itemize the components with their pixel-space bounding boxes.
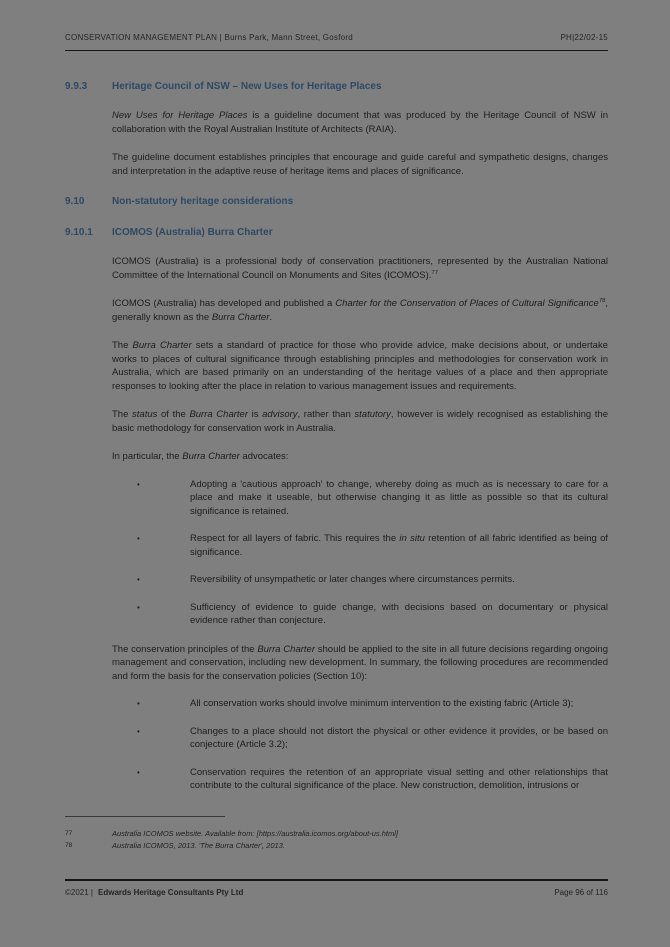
footnote <box>65 840 608 851</box>
bullet-marker: • <box>137 575 140 584</box>
paragraph: The conservation principles of the Burra Charter should be applied to the site in all future decisions regarding ongoing management and conservation, including new development. In summary, the following procedures are recommended and form the basis for the conservation policies (Section 10): <box>112 643 608 682</box>
bullet-marker: • <box>137 602 140 612</box>
bullet-item <box>137 766 608 793</box>
footnote-number: 78 <box>65 842 73 849</box>
page-header <box>65 33 608 42</box>
section-number: 9.10 <box>65 196 85 207</box>
paragraph: The guideline document establishes principles that encourage and guide careful and sympathetic designs, changes and interpretation in the adaptive reuse of heritage items and places of significance. <box>112 152 608 177</box>
company-name: Edwards Heritage Consultants Pty Ltd <box>98 888 244 897</box>
section-number: 9.10.1 <box>65 227 93 238</box>
section-heading-9-10-1 <box>65 226 608 240</box>
bullet-text: Sufficiency of evidence to guide change, with decisions based on documentary or physical evidence rather than conjecture. <box>190 601 608 626</box>
bullet-item <box>137 601 608 628</box>
section-heading-9-9-3 <box>65 80 608 94</box>
bullet-text: Conservation requires the retention of an appropriate visual setting and other relationships that contribute to the cultural significance of the place. New construction, demolition, intrusions or <box>190 766 608 791</box>
footnote-number: 77 <box>65 830 73 837</box>
header-title: CONSERVATION MANAGEMENT PLAN | Burns Park, Mann Street, Gosford <box>65 33 353 42</box>
bullet-text: All conservation works should involve minimum intervention to the existing fabric (Article 3); <box>190 698 574 709</box>
footnote-text: Australia ICOMOS, 2013. 'The Burra Charter', 2013. <box>112 841 285 850</box>
paragraph: New Uses for Heritage Places is a guideline document that was produced by the Heritage Council of NSW in collaboration with the Royal Australian Institute of Architects (RAIA). <box>112 110 609 135</box>
paragraph: ICOMOS (Australia) is a professional body of conservation practitioners, represented by the Australian National Committee of the International Council on Monuments and Sites (ICOMOS).$^{77}$ <box>112 256 608 281</box>
bullet-text: Respect for all layers of fabric. This requires the in situ retention of all fabric identified as being of significance. <box>190 533 608 558</box>
bullet-marker: • <box>137 726 140 736</box>
paragraph: In particular, the Burra Charter advocates: <box>112 451 289 462</box>
bullet-item <box>137 573 608 587</box>
paragraph: The Burra Charter sets a standard of practice for those who provide advice, make decisions about, or undertake works to places of cultural significance through establishing principles and methodologies for conservation work in Australia, which are based primarily on an understanding of the heritage values of a place and then appropriate responses to looking after the place in relation to various management issues and requirements. <box>112 340 608 392</box>
section-title: Heritage Council of NSW – New Uses for Heritage Places <box>112 81 382 92</box>
bullet-item <box>137 478 608 519</box>
footer-copyright <box>65 888 243 897</box>
section-number: 9.9.3 <box>65 81 88 92</box>
bullet-text: Changes to a place should not distort the physical or other evidence it provides, or be based on conjecture (Article 3.2); <box>190 725 608 750</box>
section-title: ICOMOS (Australia) Burra Charter <box>112 227 273 238</box>
header-divider <box>65 50 608 51</box>
section-title: Non-statutory heritage considerations <box>112 196 294 207</box>
footnote-separator <box>65 816 225 817</box>
copyright-year: ©2021 | <box>65 888 93 897</box>
header-reference-number: PH|22/02-15 <box>560 33 608 42</box>
bullet-item <box>137 725 608 752</box>
page-content <box>65 80 608 793</box>
bullet-item <box>137 532 608 559</box>
section-heading-9-10 <box>65 195 608 209</box>
page-footer <box>65 888 608 897</box>
paragraph: The status of the Burra Charter is advisory, rather than statutory, however is widely recognised as establishing the basic methodology for conservation work in Australia. <box>112 409 608 434</box>
bullet-marker: • <box>137 699 140 708</box>
bullet-marker: • <box>137 534 140 543</box>
bullet-text: Adopting a 'cautious approach' to change, whereby doing as much as is necessary to care for a place and make it useable, but otherwise changing it as little as possible so that its cultural significance is retained. <box>190 478 608 517</box>
paragraph: ICOMOS (Australia) has developed and published a Charter for the Conservation of Places of Cultural Significance$^{78}$, generally known as the Burra Charter. <box>112 297 608 323</box>
bullet-marker: • <box>137 479 140 489</box>
bullet-item <box>137 697 608 711</box>
page-number: Page 96 of 116 <box>554 888 608 897</box>
footnote <box>65 828 608 839</box>
bullet-marker: • <box>137 767 140 777</box>
footnote-text: Australia ICOMOS website. Available from: [https://australia.icomos.org/about-us.html] <box>112 829 398 838</box>
footer-divider <box>65 879 608 881</box>
bullet-text: Reversibility of unsympathetic or later changes where circumstances permits. <box>190 574 515 585</box>
